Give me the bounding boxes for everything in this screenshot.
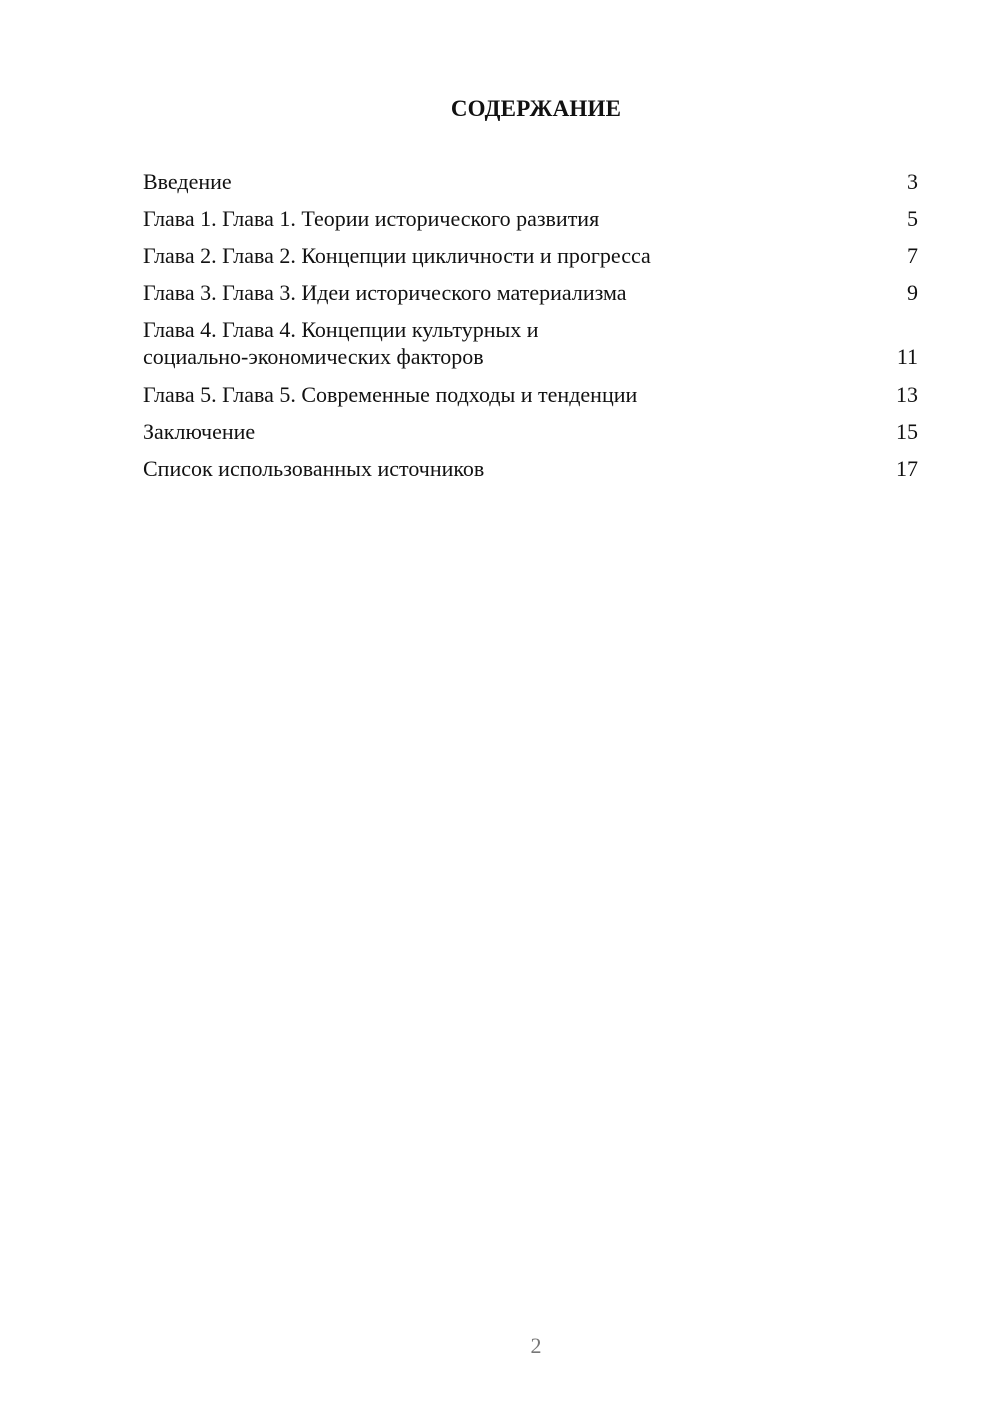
toc-entry-text: Глава 3. Глава 3. Идеи исторического материализма xyxy=(143,280,627,305)
toc-entry-page: 13 xyxy=(896,382,918,407)
toc-entry-page: 11 xyxy=(896,344,918,369)
page-number: 2 xyxy=(530,1333,542,1358)
toc-entry-page: 5 xyxy=(907,206,918,231)
toc-entry-text: Введение xyxy=(143,169,232,194)
toc-entry-text: Глава 2. Глава 2. Концепции цикличности и прогресса xyxy=(143,243,651,268)
toc-entry-text: Глава 4. Глава 4. Концепции культурных и социально-экономических факторов xyxy=(143,317,539,369)
toc-entry-text: Глава 1. Глава 1. Теории исторического развития xyxy=(143,206,600,231)
toc-entry-page: 15 xyxy=(896,419,918,444)
toc-title: СОДЕРЖАНИЕ xyxy=(450,96,622,121)
toc-entry-chapter-2[interactable] xyxy=(143,242,918,269)
toc-entry-chapter-1[interactable] xyxy=(143,205,918,232)
toc-entry-page: 7 xyxy=(907,243,918,268)
toc-entry-text: Заключение xyxy=(143,419,256,444)
toc-entry-text: Список использованных источников xyxy=(143,456,485,481)
toc-entry-chapter-3[interactable] xyxy=(143,279,918,306)
toc-entry-conclusion[interactable] xyxy=(143,418,918,445)
toc-entry-chapter-5[interactable] xyxy=(143,381,918,408)
toc-entry-references[interactable] xyxy=(143,455,918,482)
toc-entry-introduction[interactable] xyxy=(143,168,918,195)
toc-entry-page: 17 xyxy=(896,456,918,481)
toc-entry-chapter-4[interactable] xyxy=(143,316,918,370)
toc-entry-page: 9 xyxy=(907,280,918,305)
toc-entry-text: Глава 5. Глава 5. Современные подходы и тенденции xyxy=(143,382,638,407)
toc-entry-page: 3 xyxy=(907,169,918,194)
table-of-contents xyxy=(143,168,918,492)
